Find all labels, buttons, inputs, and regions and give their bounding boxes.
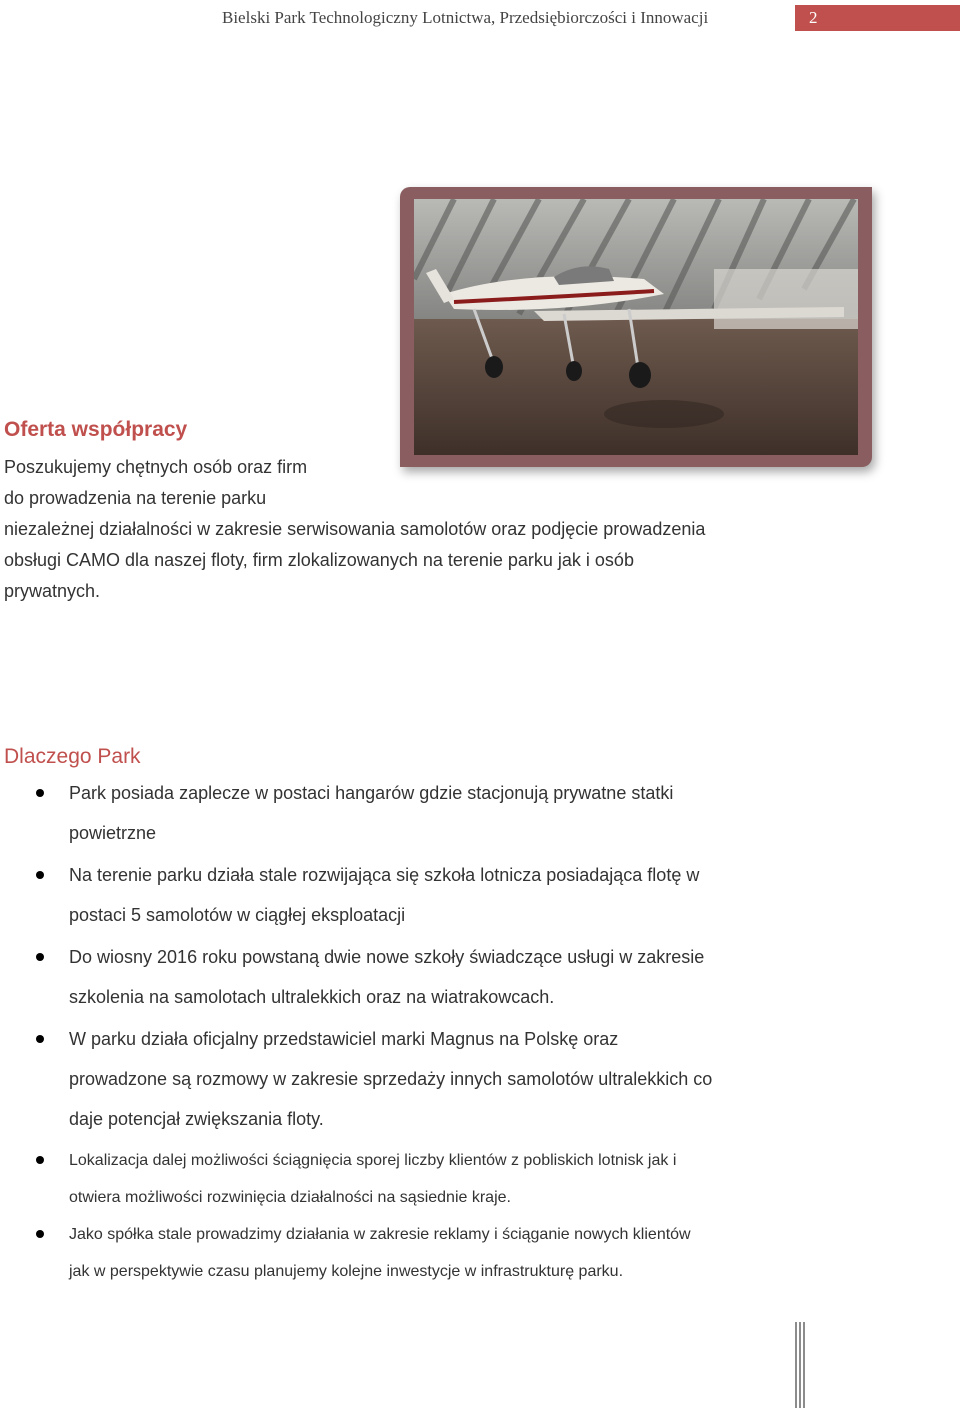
list-item-line: otwiera możliwości rozwinięcia działalności na sąsiednie kraje. (69, 1189, 511, 1206)
list-item-line: Na terenie parku działa stale rozwijająca się szkoła lotnicza posiadająca flotę w (69, 865, 700, 885)
list-item-text (69, 937, 809, 1017)
offer-heading: Oferta współpracy (4, 418, 188, 441)
bullet-icon (36, 789, 44, 797)
page-number: 2 (795, 5, 960, 31)
list-item-text (69, 1216, 809, 1290)
list-item-line: powietrzne (69, 823, 157, 843)
airplane-in-hangar-icon (414, 199, 858, 455)
bullet-icon (36, 1035, 44, 1043)
list-item-line: Park posiada zaplecze w postaci hangarów gdzie stacjonują prywatne statki (69, 783, 674, 803)
bullet-icon (36, 871, 44, 879)
offer-line: do prowadzenia na terenie parku (4, 488, 267, 508)
list-item-line: postaci 5 samolotów w ciągłej eksploatacji (69, 905, 406, 925)
list-item-text (69, 855, 809, 935)
list-item-line: Lokalizacja dalej możliwości ściągnięcia sporej liczby klientów z pobliskich lotnisk jak i (69, 1152, 677, 1169)
offer-line: prywatnych. (4, 581, 101, 601)
header-title: Bielski Park Technologiczny Lotnictwa, Przedsiębiorczości i Innowacji (222, 8, 709, 27)
bullet-icon (36, 1156, 44, 1164)
why-heading: Dlaczego Park (4, 745, 141, 768)
list-item-line: Do wiosny 2016 roku powstaną dwie nowe szkoły świadczące usługi w zakresie (69, 947, 705, 967)
offer-paragraph (4, 452, 804, 607)
bullet-icon (36, 1230, 44, 1238)
bullet-icon (36, 953, 44, 961)
list-item-text (69, 773, 809, 853)
list-item-line: szkolenia na samolotach ultralekkich oraz na wiatrakowcach. (69, 987, 555, 1007)
offer-line: Poszukujemy chętnych osób oraz firm (4, 457, 308, 477)
photo-frame (400, 187, 872, 467)
list-item-line: W parku działa oficjalny przedstawiciel marki Magnus na Polskę oraz (69, 1029, 619, 1049)
airplane-hangar-photo (414, 199, 858, 455)
list-item-line: prowadzone są rozmowy w zakresie sprzedaży innych samolotów ultralekkich co (69, 1069, 713, 1089)
offer-line: obsługi CAMO dla naszej floty, firm zlokalizowanych na terenie parku jak i osób (4, 550, 634, 570)
list-item-text (69, 1019, 809, 1139)
offer-line: niezależnej działalności w zakresie serwisowania samolotów oraz podjęcie prowadzenia (4, 519, 706, 539)
list-item-line: Jako spółka stale prowadzimy działania w zakresie reklamy i ściąganie nowych klientów (69, 1226, 691, 1243)
list-item-text (69, 1142, 809, 1216)
footer-decoration-lines (795, 1322, 811, 1408)
list-item-line: jak w perspektywie czasu planujemy kolejne inwestycje w infrastrukturę parku. (69, 1263, 624, 1280)
list-item-line: daje potencjał zwiększania floty. (69, 1109, 324, 1129)
